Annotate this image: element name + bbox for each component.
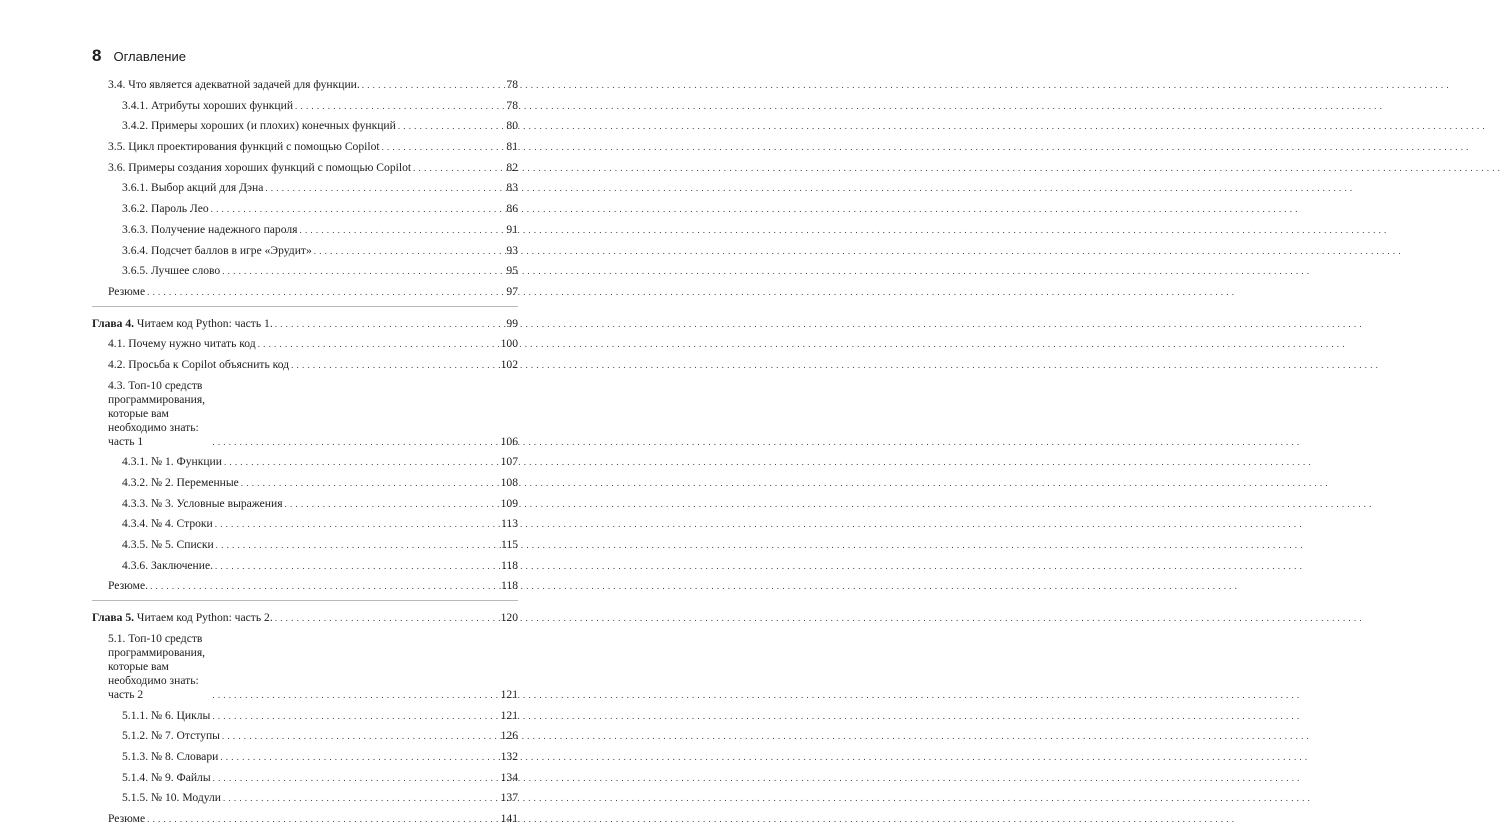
dot-leader xyxy=(224,455,499,469)
toc-entry[interactable] xyxy=(92,812,518,826)
toc-entry-page: 97 xyxy=(506,284,518,298)
toc-entry-page: 121 xyxy=(500,687,518,701)
dot-leader xyxy=(212,688,498,702)
dot-leader xyxy=(275,611,499,625)
toc-entry-title: Резюме xyxy=(108,811,146,825)
toc-entry-title: 5.1.4. № 9. Файлы xyxy=(122,770,211,784)
dot-leader xyxy=(382,140,505,154)
toc-entry[interactable] xyxy=(92,202,518,216)
toc-entry[interactable] xyxy=(92,99,518,113)
running-head-title: Оглавление xyxy=(113,49,186,64)
toc-entry-title: 4.3.3. № 3. Условные выражения xyxy=(122,496,283,510)
toc-entry-page: 100 xyxy=(500,337,518,351)
dot-leader xyxy=(216,538,499,552)
toc-entry[interactable] xyxy=(92,455,518,469)
toc-entry-page: 137 xyxy=(500,791,518,805)
toc-entry-page: 126 xyxy=(500,729,518,743)
dot-leader xyxy=(222,729,499,743)
toc-entry[interactable] xyxy=(92,632,518,702)
toc-entry-page: 80 xyxy=(506,119,518,133)
toc-entry-page: 78 xyxy=(506,98,518,112)
toc-entry[interactable] xyxy=(92,285,518,299)
toc-entry-title: 3.4.2. Примеры хороших (и плохих) конечных функций xyxy=(122,119,396,133)
chapter-divider xyxy=(92,600,518,601)
toc-entry-title xyxy=(92,611,273,625)
toc-entry-page: 78 xyxy=(506,78,518,91)
toc-entry-title: 3.5. Цикл проектирования функций с помощью Copilot xyxy=(108,140,380,154)
dot-leader xyxy=(275,317,505,331)
dot-leader xyxy=(258,337,499,351)
toc-entry-title: Резюме. xyxy=(108,579,149,593)
dot-leader xyxy=(241,476,499,490)
toc-entry[interactable] xyxy=(92,379,518,449)
toc-entry[interactable] xyxy=(92,771,518,785)
toc-entry[interactable] xyxy=(92,78,518,92)
toc-entry-page: 83 xyxy=(506,181,518,195)
toc-entry-page: 115 xyxy=(501,538,518,552)
dot-leader xyxy=(215,517,499,531)
page-header xyxy=(92,46,186,68)
toc-entry-page: 106 xyxy=(500,434,518,448)
toc-entry[interactable] xyxy=(92,729,518,743)
dot-leader xyxy=(295,99,504,113)
dot-leader xyxy=(285,497,499,511)
chapter-title: Читаем код Python: часть 1. xyxy=(134,316,273,330)
toc-entry[interactable] xyxy=(92,709,518,723)
toc-entry-title: 3.4.1. Атрибуты хороших функций xyxy=(122,98,294,112)
toc-entry-page: 141 xyxy=(500,811,518,825)
dot-leader xyxy=(213,771,499,785)
toc-entry-page: 109 xyxy=(500,496,518,510)
dot-leader xyxy=(147,285,504,299)
toc-entry[interactable] xyxy=(92,119,518,133)
toc-entry-title: 3.6.2. Пароль Лео xyxy=(122,202,209,216)
toc-entry-page: 95 xyxy=(506,264,518,278)
dot-leader xyxy=(220,750,498,764)
toc-entry-title: Резюме xyxy=(108,284,146,298)
dot-leader xyxy=(314,244,505,258)
dot-leader xyxy=(211,202,505,216)
toc-entry[interactable] xyxy=(92,497,518,511)
toc-group-chapter-4 xyxy=(92,337,518,593)
dot-leader xyxy=(413,161,504,175)
dot-leader xyxy=(150,579,499,593)
table-of-contents xyxy=(92,78,518,833)
dot-leader xyxy=(398,119,505,133)
toc-entry[interactable] xyxy=(92,559,518,573)
toc-entry-title xyxy=(92,317,273,331)
toc-entry-page: 82 xyxy=(506,160,518,174)
page-number: 8 xyxy=(92,46,102,65)
toc-entry-page: 102 xyxy=(500,357,518,371)
toc-entry-page: 118 xyxy=(501,579,518,593)
toc-entry-title: 3.4. Что является адекватной задачей для функции. xyxy=(108,78,360,91)
toc-entry-title: 5.1. Топ-10 средств программирования, которые вам необходимо знать: часть 2 xyxy=(108,631,206,701)
toc-entry-page: 81 xyxy=(506,140,518,154)
toc-entry-page: 118 xyxy=(501,558,518,572)
toc-entry[interactable] xyxy=(92,337,518,351)
toc-entry[interactable] xyxy=(92,244,518,258)
dot-leader xyxy=(362,78,505,92)
toc-entry-page: 86 xyxy=(506,202,518,216)
toc-entry[interactable] xyxy=(92,181,518,195)
toc-entry-title: 3.6.1. Выбор акций для Дэна xyxy=(122,181,264,195)
toc-entry-title: 5.1.5. № 10. Модули xyxy=(122,791,221,805)
toc-group-chapter-5 xyxy=(92,632,518,826)
toc-entry-page: 132 xyxy=(500,749,518,763)
toc-entry[interactable] xyxy=(92,750,518,764)
toc-entry[interactable] xyxy=(92,223,518,237)
toc-entry[interactable] xyxy=(92,476,518,490)
toc-entry[interactable] xyxy=(92,538,518,552)
toc-entry-title: 3.6.3. Получение надежного пароля xyxy=(122,222,298,236)
toc-entry[interactable] xyxy=(92,140,518,154)
toc-entry-page: 121 xyxy=(500,708,518,722)
dot-leader xyxy=(212,709,498,723)
chapter-divider xyxy=(92,306,518,307)
chapter-title: Читаем код Python: часть 2. xyxy=(134,611,273,625)
toc-entry-page: 107 xyxy=(500,455,518,469)
toc-group-chapter-3 xyxy=(92,78,518,299)
toc-entry-page: 93 xyxy=(506,243,518,257)
dot-leader xyxy=(147,812,498,826)
dot-leader xyxy=(215,559,499,573)
toc-entry-page: 113 xyxy=(501,517,518,531)
dot-leader xyxy=(291,358,499,372)
toc-entry-title: 5.1.3. № 8. Словари xyxy=(122,749,219,763)
toc-chapter-4[interactable] xyxy=(92,317,518,331)
dot-leader xyxy=(300,223,505,237)
dot-leader xyxy=(223,791,499,805)
toc-entry-title: 3.6.4. Подсчет баллов в игре «Эрудит» xyxy=(122,243,312,257)
toc-entry[interactable] xyxy=(92,791,518,805)
toc-entry-page: 120 xyxy=(500,611,518,625)
chapter-label: Глава 4. xyxy=(92,316,135,330)
toc-entry-title: 4.3. Топ-10 средств программирования, которые вам необходимо знать: часть 1 xyxy=(108,378,206,448)
toc-entry-title: 3.6. Примеры создания хороших функций с помощью Copilot xyxy=(108,160,412,174)
chapter-label: Глава 5. xyxy=(92,611,135,625)
toc-entry-page: 99 xyxy=(506,316,518,330)
toc-entry-page: 134 xyxy=(500,770,518,784)
toc-entry-title: 4.3.2. № 2. Переменные xyxy=(122,476,239,489)
dot-leader xyxy=(222,264,504,278)
toc-entry-page: 108 xyxy=(500,476,518,489)
toc-entry[interactable] xyxy=(92,264,518,278)
toc-entry[interactable] xyxy=(92,579,518,593)
dot-leader xyxy=(212,435,498,449)
toc-chapter-5[interactable] xyxy=(92,611,518,625)
toc-entry-page: 91 xyxy=(506,222,518,236)
toc-entry[interactable] xyxy=(92,517,518,531)
toc-entry-title: 3.6.5. Лучшее слово xyxy=(122,264,221,278)
toc-entry-title: 4.1. Почему нужно читать код xyxy=(108,337,256,351)
toc-entry-title: 4.3.4. № 4. Строки xyxy=(122,517,213,531)
toc-entry-title: 4.3.1. № 1. Функции xyxy=(122,455,222,469)
toc-entry-title: 5.1.1. № 6. Циклы xyxy=(122,708,211,722)
toc-entry-title: 4.2. Просьба к Copilot объяснить код xyxy=(108,357,290,371)
toc-entry[interactable] xyxy=(92,358,518,372)
toc-entry-title: 4.3.5. № 5. Списки xyxy=(122,538,214,552)
toc-entry-title: 5.1.2. № 7. Отступы xyxy=(122,729,220,743)
toc-entry[interactable] xyxy=(92,161,518,175)
dot-leader xyxy=(265,181,504,195)
toc-entry-title: 4.3.6. Заключение. xyxy=(122,558,214,572)
